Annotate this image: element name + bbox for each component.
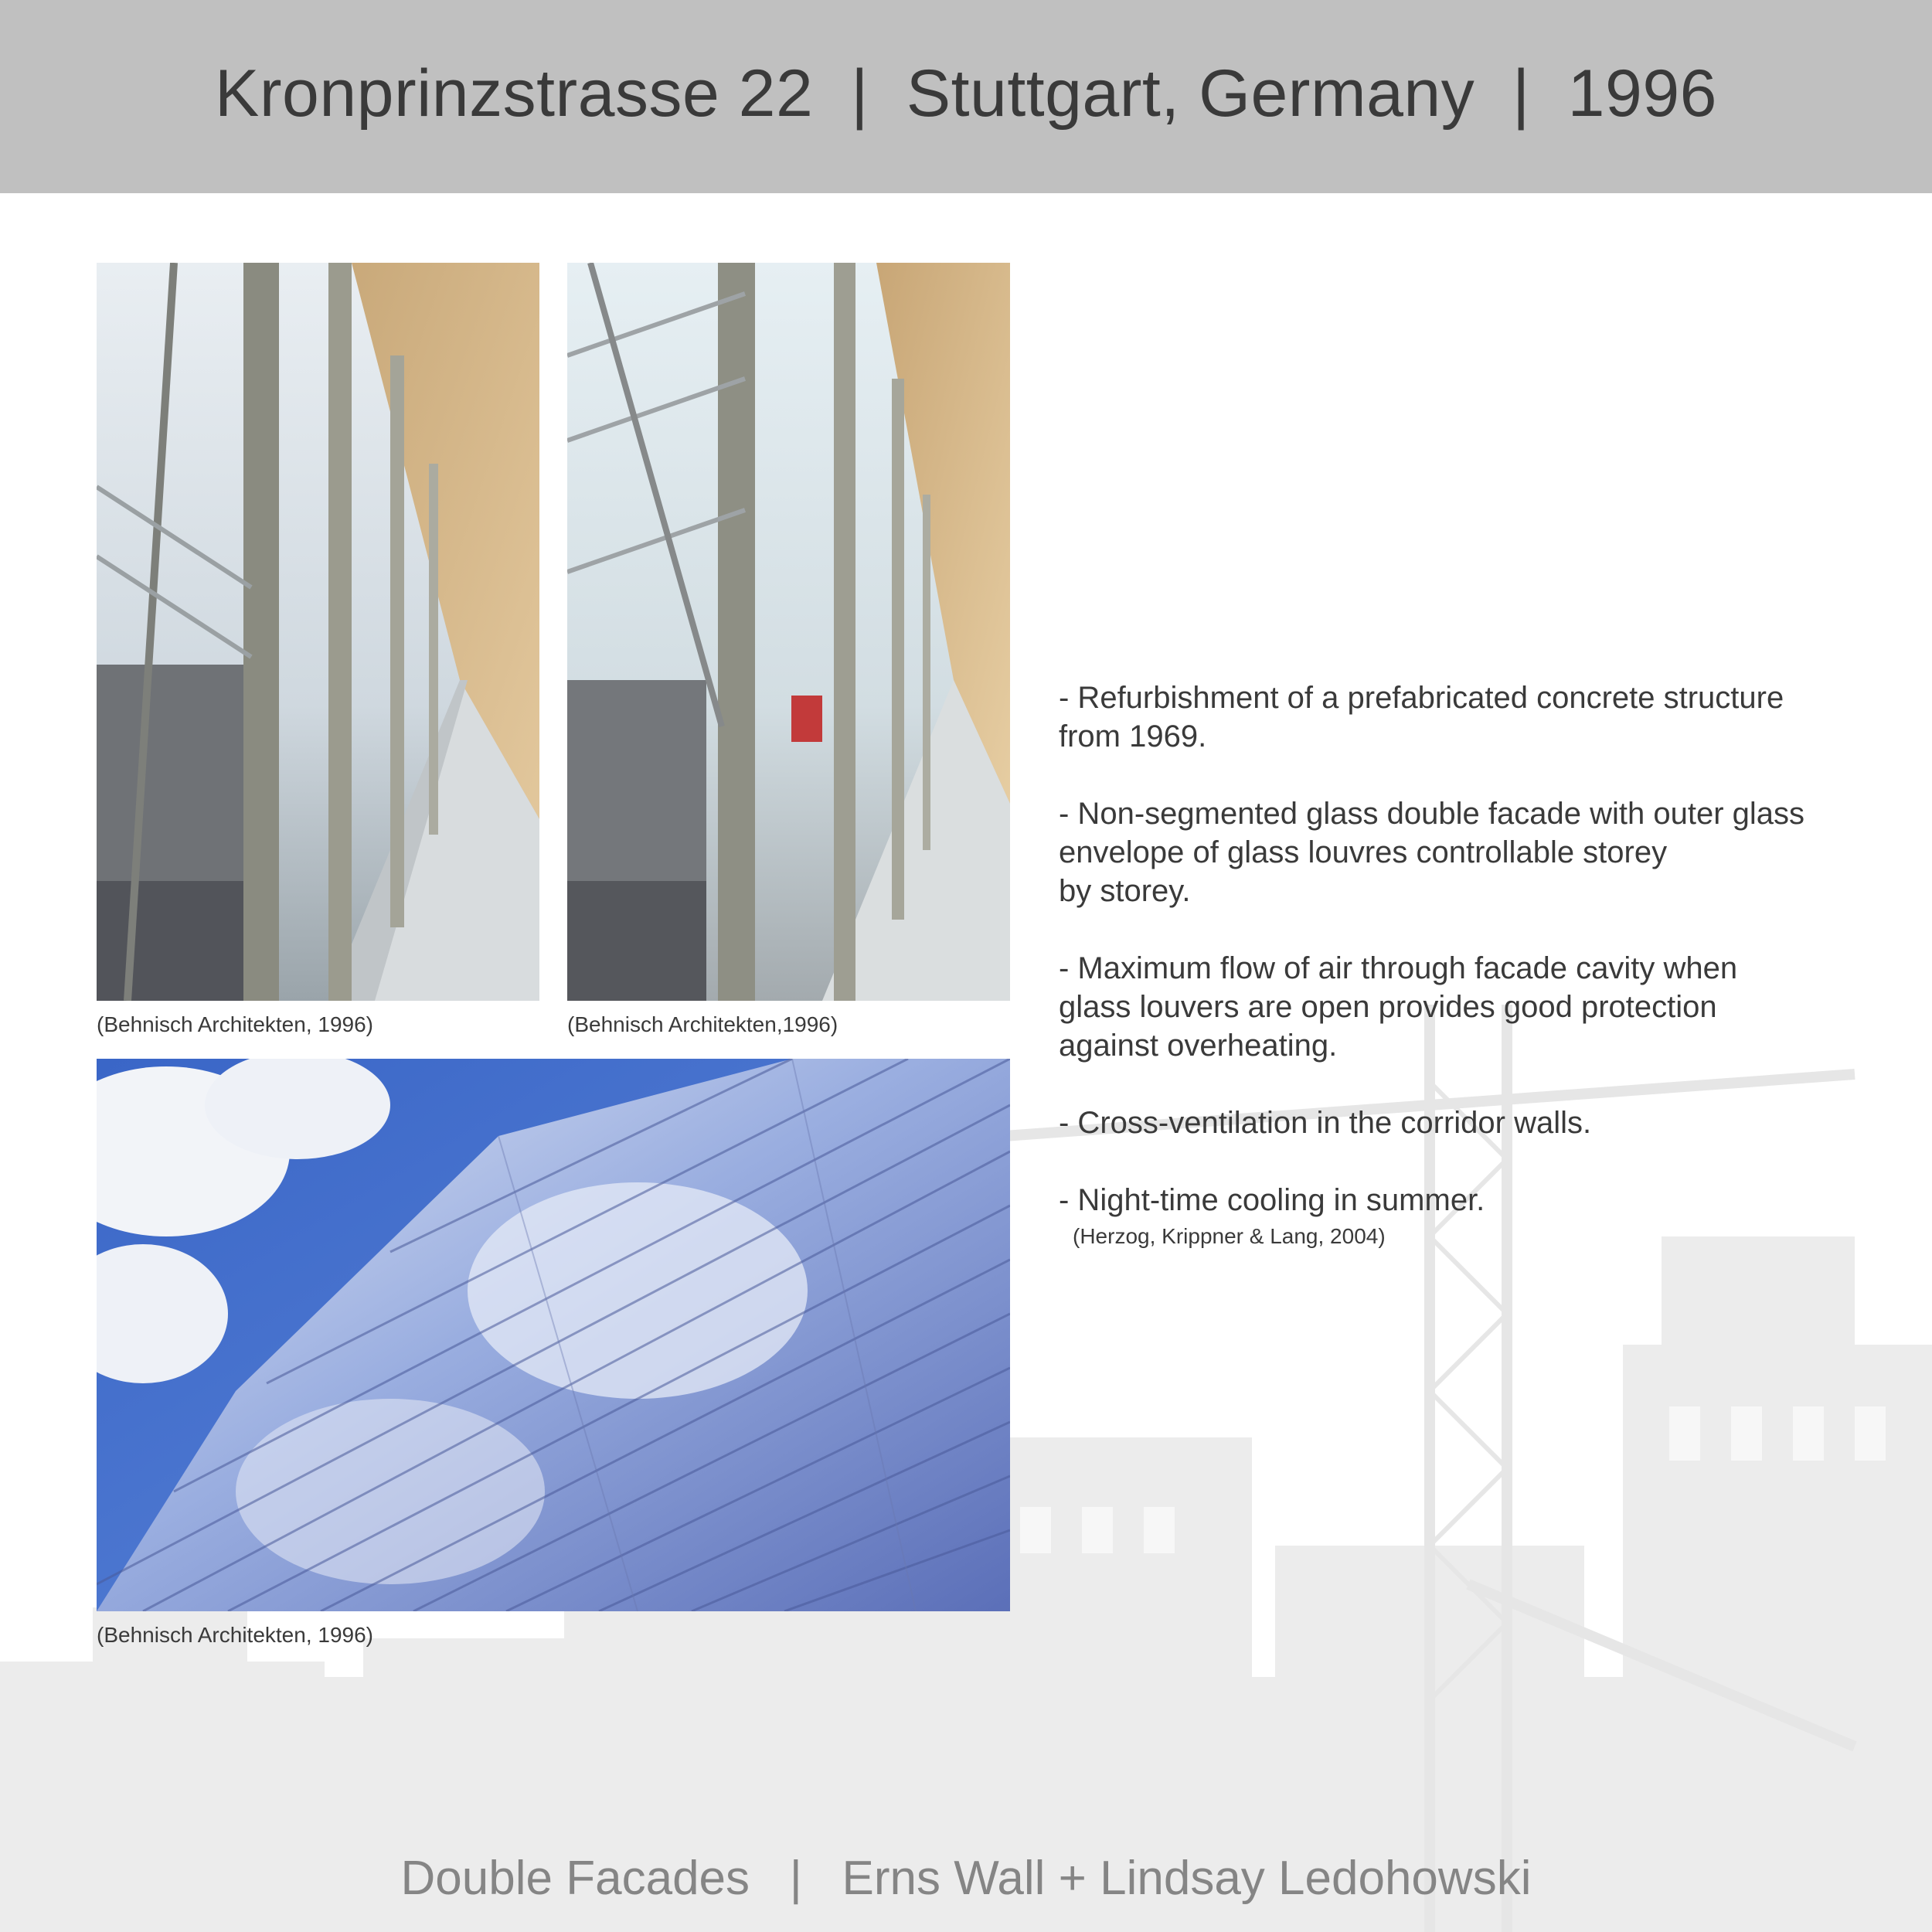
- bullet-list: [1059, 679, 1901, 1250]
- glass-facade-photo: [97, 1059, 1010, 1611]
- footer-credits: Double Facades | Erns Wall + Lindsay Ledohowski: [400, 1852, 1532, 1905]
- page-title: Kronprinzstrasse 22 | Stuttgart, Germany | 1996: [215, 56, 1717, 131]
- bullet-item: - Maximum flow of air through facade cavity when glass louvers are open provides good protection against overheating.: [1059, 951, 1738, 1063]
- bullet-item: - Cross-ventilation in the corridor walls.: [1059, 1106, 1592, 1140]
- corridor-photo-left: [97, 263, 539, 1001]
- bullet-item: - Non-segmented glass double facade with outer glass envelope of glass louvres controllable storey by storey.: [1059, 797, 1804, 908]
- photo-caption-right: (Behnisch Architekten,1996): [567, 1012, 838, 1036]
- photo-caption-left: (Behnisch Architekten, 1996): [97, 1012, 373, 1036]
- reference-citation: (Herzog, Krippner & Lang, 2004): [1073, 1224, 1386, 1248]
- bullet-item: - Night-time cooling in summer.: [1059, 1183, 1485, 1217]
- bullet-item: - Refurbishment of a prefabricated concrete structure from 1969.: [1059, 681, 1784, 753]
- header-bar: [0, 0, 1932, 193]
- photo-caption-bottom: (Behnisch Architekten, 1996): [97, 1623, 373, 1647]
- corridor-photo-right: [567, 263, 1010, 1001]
